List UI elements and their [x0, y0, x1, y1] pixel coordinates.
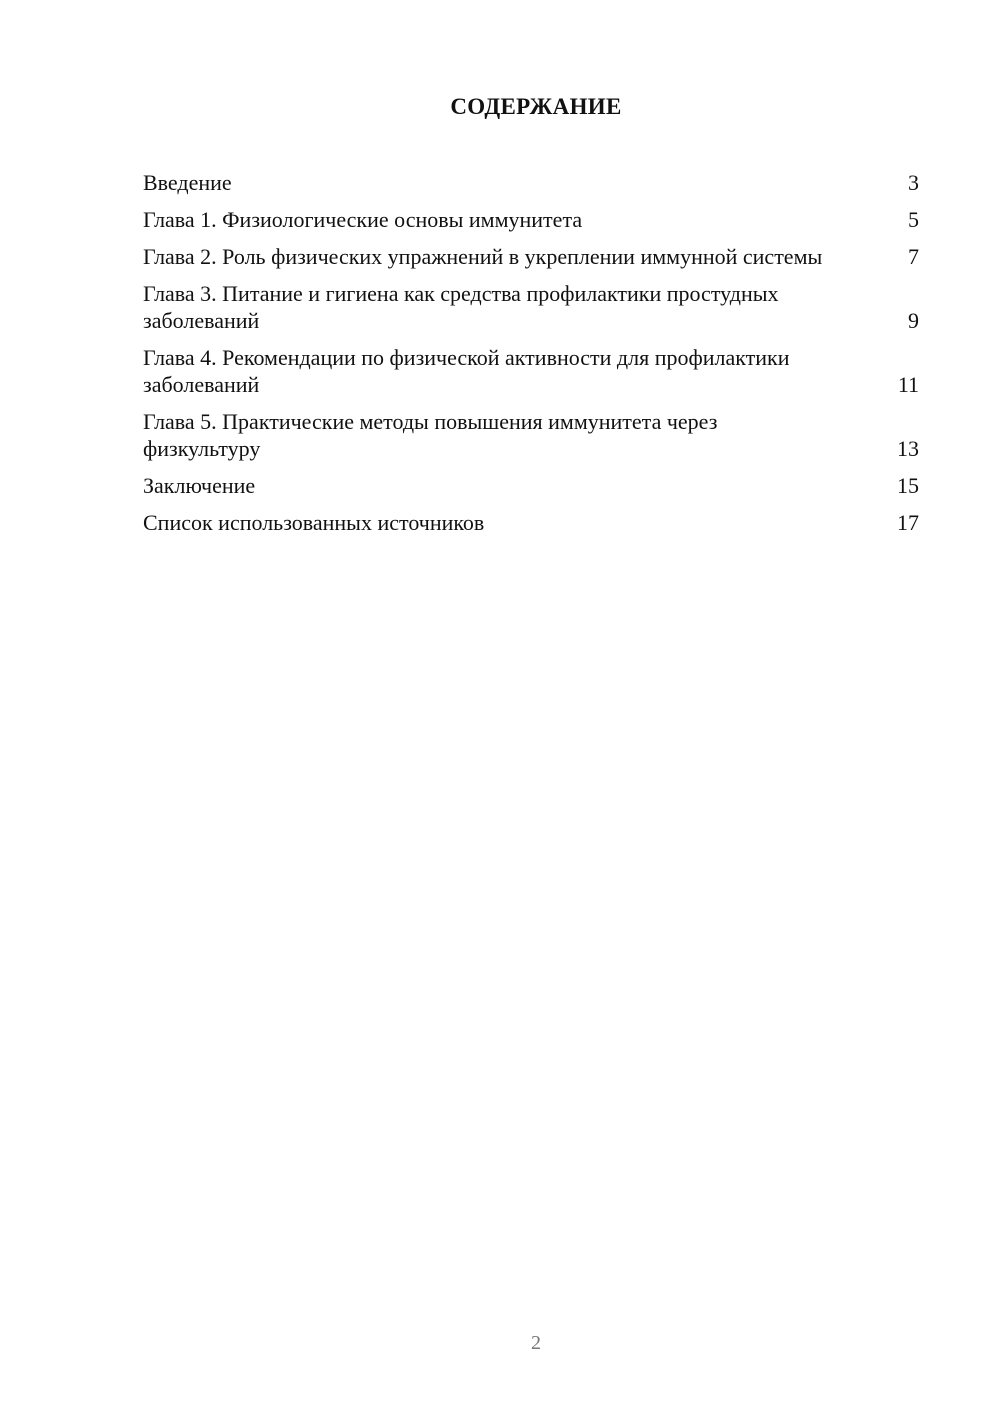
toc-entry-label: Глава 2. Роль физических упражнений в укреплении иммунной системы: [143, 244, 823, 269]
toc-entry-page: 5: [908, 207, 919, 232]
table-of-contents: [143, 169, 919, 546]
toc-entry-label: Глава 5. Практические методы повышения иммунитета через физкультуру: [143, 409, 718, 461]
toc-entry-page: 7: [908, 244, 919, 269]
toc-entry-label: Список использованных источников: [143, 510, 485, 535]
page-title: СОДЕРЖАНИЕ: [450, 94, 622, 119]
toc-entry-chapter-2: [143, 243, 919, 270]
toc-entry-label: Глава 1. Физиологические основы иммунитета: [143, 207, 583, 232]
toc-entry-chapter-5: [143, 408, 919, 462]
toc-entry-introduction: [143, 169, 919, 196]
toc-entry-conclusion: [143, 472, 919, 499]
toc-entry-page: 13: [897, 436, 919, 461]
toc-entry-label: Заключение: [143, 473, 256, 498]
toc-entry-page: 3: [908, 170, 919, 195]
toc-entry-label: Глава 4. Рекомендации по физической активности для профилактики заболеваний: [143, 345, 790, 397]
toc-entry-page: 15: [897, 473, 919, 498]
toc-entry-page: 11: [897, 372, 919, 397]
toc-entry-page: 9: [908, 308, 919, 333]
toc-entry-label: Глава 3. Питание и гигиена как средства профилактики простудных заболеваний: [143, 281, 779, 333]
toc-entry-page: 17: [897, 510, 919, 535]
toc-entry-chapter-4: [143, 344, 919, 398]
toc-entry-label: Введение: [143, 170, 232, 195]
page-number: 2: [531, 1332, 541, 1354]
toc-entry-chapter-1: [143, 206, 919, 233]
toc-entry-references: [143, 509, 919, 536]
toc-entry-chapter-3: [143, 280, 919, 334]
